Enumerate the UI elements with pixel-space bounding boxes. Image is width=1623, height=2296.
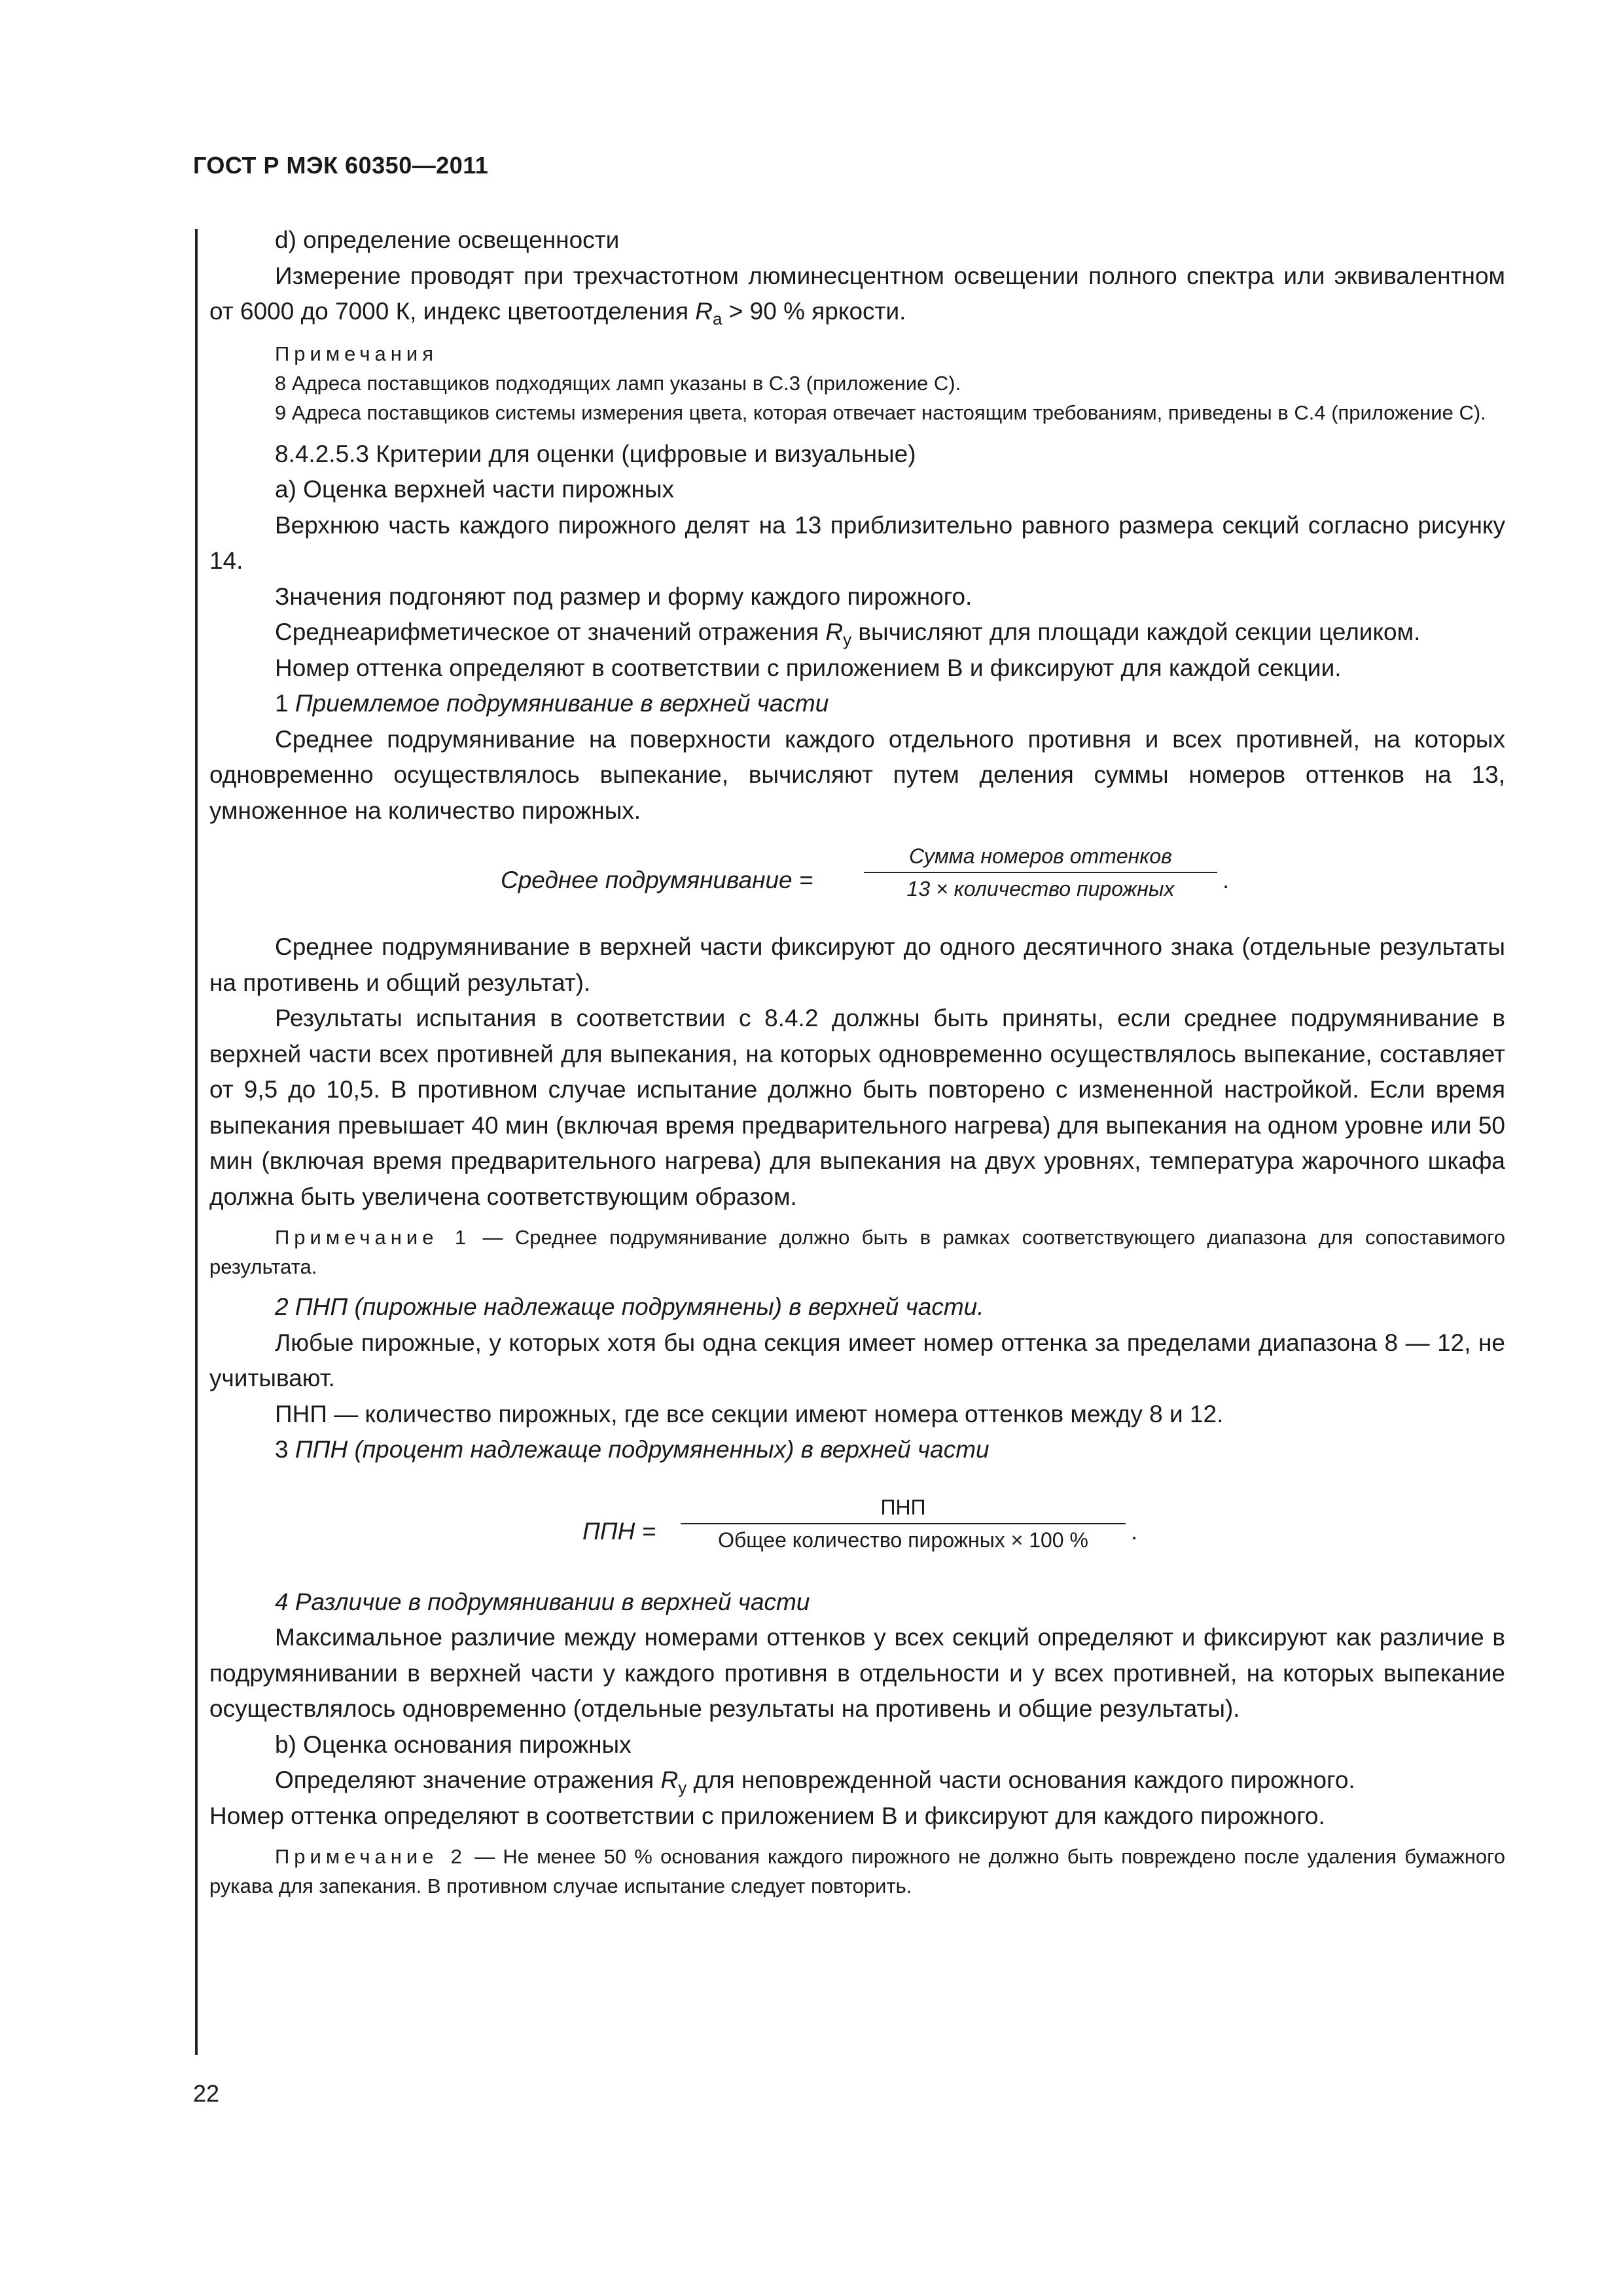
formula-denominator: Общее количество пирожных × 100 %	[718, 1528, 1088, 1552]
text-run: Среднеарифметическое от значений отражения	[275, 619, 826, 645]
page-number: 22	[193, 2080, 220, 2107]
item-title: Приемлемое подрумянивание в верхней части	[294, 690, 829, 717]
note-label: Примечание 2	[275, 1845, 467, 1868]
formula-numerator: Сумма номеров оттенков	[909, 844, 1172, 868]
page-content	[209, 223, 1505, 1901]
note-text: — Не менее 50 % основания каждого пирожного не должно быть повреждено после удаления бумажного рукава для запекания. В противном случае испытание следует повторить.	[209, 1845, 1505, 1897]
text-run: для неповрежденной части основания каждого пирожного.	[687, 1767, 1355, 1793]
text-run: Определяют значение отражения	[275, 1767, 661, 1793]
formula-period: .	[1222, 867, 1230, 893]
formula-lhs: Среднее подрумянивание =	[501, 867, 813, 893]
note-9: 9 Адреса поставщиков системы измерения цвета, которая отвечает настоящим требованиям, приведены в С.4 (приложение С).	[275, 401, 1486, 424]
note-8: 8 Адреса поставщиков подходящих ламп указаны в С.3 (приложение С).	[275, 371, 961, 395]
formula-ppn	[209, 1492, 1505, 1570]
variable-r: R	[695, 298, 713, 325]
formula-lhs: ППН =	[582, 1517, 656, 1545]
item-1-para-1: Среднее подрумянивание на поверхности каждого отдельного противня и всех противней, на которых одновременно осуществлялось выпекание, вычисляют путем деления суммы номеров оттенков на 13, умноженное на количество пирожных.	[209, 725, 1505, 824]
note-text: — Среднее подрумянивание должно быть в рамках соответствующего диапазона для сопоставимого результата.	[209, 1226, 1505, 1278]
note-label: Примечание 1	[275, 1226, 471, 1249]
formula-average-browning	[209, 840, 1505, 923]
formula-denominator: 13 × количество пирожных	[906, 877, 1175, 901]
notes-label: Примечания	[275, 342, 438, 365]
section-a-para-3	[209, 615, 1505, 651]
item-1-heading	[209, 686, 1505, 722]
text-run: > 90 % яркости.	[722, 298, 906, 325]
subscript: y	[678, 1778, 687, 1797]
margin-change-bar	[195, 229, 198, 2055]
item-number: 1	[275, 690, 295, 717]
item-2-para-1: Любые пирожные, у которых хотя бы одна секция имеет номер оттенка за пределами диапазона 8 — 12, не учитывают.	[209, 1329, 1505, 1391]
item-title: ППН (процент надлежаще подрумяненных) в верхней части	[294, 1436, 990, 1463]
subscript: y	[843, 630, 852, 649]
item-1-para-2: Среднее подрумянивание в верхней части фиксируют до одного десятичного знака (отдельные результаты на противень и общий результат).	[209, 933, 1505, 996]
section-b-para-1	[209, 1763, 1505, 1799]
item-2-heading: 2 ПНП (пирожные надлежаще подрумянены) в верхней части.	[275, 1293, 984, 1320]
section-b-heading: b) Оценка основания пирожных	[275, 1731, 632, 1758]
section-a-para-1: Верхнюю часть каждого пирожного делят на 13 приблизительно равного размера секций согласно рисунку 14.	[209, 511, 1505, 574]
formula-period: .	[1131, 1517, 1138, 1545]
formula-numerator: ПНП	[880, 1495, 926, 1519]
item-1-para-3: Результаты испытания в соответствии с 8.4.2 должны быть приняты, если среднее подрумянивание в верхней части всех противней для выпекания, на которых одновременно осуществлялось выпекание, составляет от 9,5 до 10,5. В противном случае испытание должно быть повторено с измененной настройкой. Если время выпекания превышает 40 мин (включая время предварительного нагрева) для выпекания на одном уровне или 50 мин (включая время предварительного нагрева) для выпекания на двух уровнях, температура жарочного шкафа должна быть увеличена соответствующим образом.	[209, 1005, 1505, 1210]
document-header: ГОСТ Р МЭК 60350—2011	[193, 152, 489, 179]
subscript: a	[713, 309, 722, 329]
text-run: Измерение проводят при трехчастотном люминесцентном освещении полного спектра или эквивалентном от 6000 до 7000 К, индекс цветоотделения	[209, 262, 1505, 325]
text-run: вычисляют для площади каждой секции целиком.	[851, 619, 1421, 645]
item-4-heading: 4 Различие в подрумянивании в верхней части	[275, 1588, 810, 1615]
note-2	[209, 1842, 1505, 1901]
variable-r: R	[825, 619, 844, 645]
section-a-heading: а) Оценка верхней части пирожных	[275, 476, 675, 503]
section-d-text	[209, 259, 1505, 330]
section-d-heading: d) определение освещенности	[275, 226, 620, 253]
section-b-para-2: Номер оттенка определяют в соответствии с приложением В и фиксируют для каждого пирожного.	[209, 1802, 1325, 1829]
note-1	[209, 1223, 1505, 1282]
formula-fraction	[681, 1492, 1126, 1556]
item-2-para-2: ПНП — количество пирожных, где все секции имеют номера оттенков между 8 и 12.	[275, 1400, 1224, 1427]
item-3-heading	[209, 1432, 1505, 1468]
variable-r: R	[660, 1767, 679, 1793]
item-4-para-1: Максимальное различие между номерами оттенков у всех секций определяют и фиксируют как различие в подрумянивании в верхней части у каждого противня в отдельности и у всех противней, на которых выпекание осуществлялось одновременно (отдельные результаты на противень и общие результаты).	[209, 1624, 1505, 1722]
item-number: 3	[275, 1436, 295, 1463]
section-a-para-2: Значения подгоняют под размер и форму каждого пирожного.	[275, 583, 972, 610]
formula-fraction	[864, 840, 1217, 905]
section-a-para-4: Номер оттенка определяют в соответствии с приложением В и фиксируют для каждой секции.	[275, 654, 1342, 681]
section-8-4-2-5-3-heading: 8.4.2.5.3 Критерии для оценки (цифровые и визуальные)	[275, 440, 916, 467]
